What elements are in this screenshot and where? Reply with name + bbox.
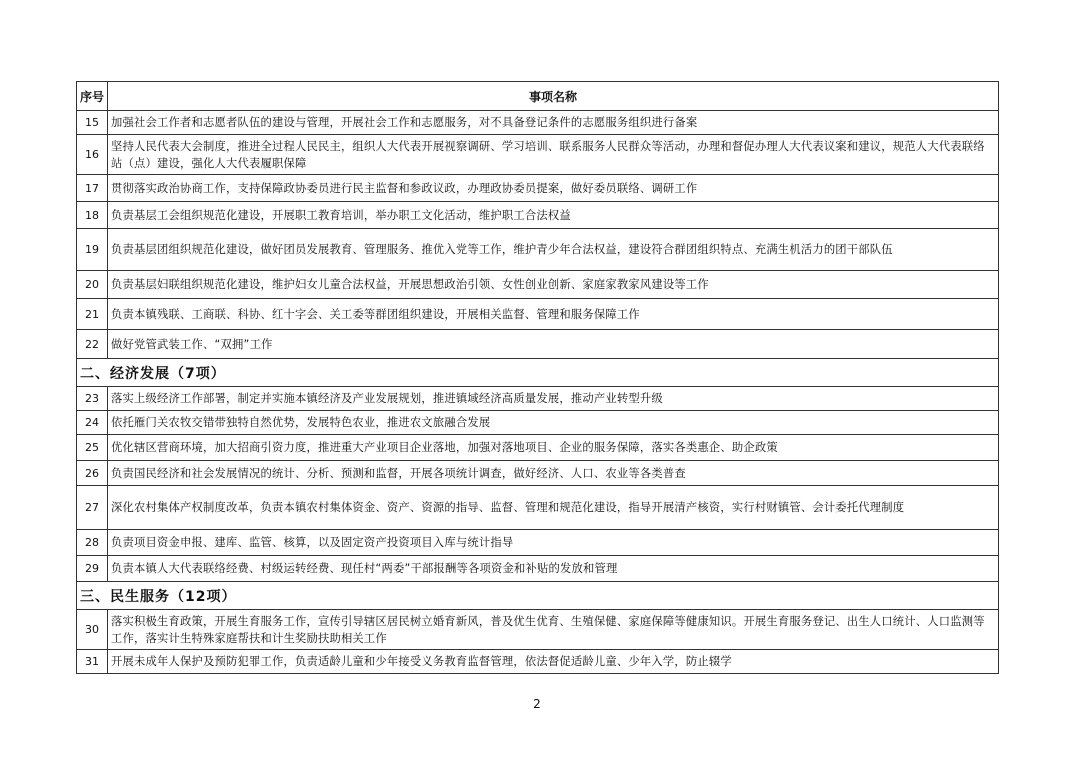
- table-row: [77, 271, 999, 299]
- row-text: 依托雁门关农牧交错带独特自然优势，发展特色农业，推进农文旅融合发展: [108, 411, 999, 435]
- row-number: 21: [77, 299, 108, 330]
- row-number: 24: [77, 411, 108, 435]
- row-text: 负责本镇残联、工商联、科协、红十字会、关工委等群团组织建设，开展相关监督、管理和服务保障工作: [108, 299, 999, 330]
- row-number: 15: [77, 111, 108, 135]
- row-number: 29: [77, 556, 108, 582]
- table-row: [77, 229, 999, 271]
- table-row: [77, 530, 999, 556]
- table-row: [77, 202, 999, 229]
- section-title-livelihood: 三、民生服务（12项）: [77, 582, 999, 610]
- row-text: 落实上级经济工作部署，制定并实施本镇经济及产业发展规划，推进镇域经济高质量发展，推动产业转型升级: [108, 387, 999, 411]
- row-number: 25: [77, 435, 108, 461]
- row-text: 负责项目资金申报、建库、监管、核算，以及固定资产投资项目入库与统计指导: [108, 530, 999, 556]
- table-row: [77, 486, 999, 530]
- row-text: 负责基层妇联组织规范化建设，维护妇女儿童合法权益，开展思想政治引领、女性创业创新、家庭家教家风建设等工作: [108, 271, 999, 299]
- table-row: [77, 299, 999, 330]
- table-row: [77, 556, 999, 582]
- row-number: 27: [77, 486, 108, 530]
- row-text: 负责本镇人大代表联络经费、村级运转经费、现任村“两委”干部报酬等各项资金和补贴的发放和管理: [108, 556, 999, 582]
- header-item-name: 事项名称: [108, 82, 999, 111]
- page-number: 2: [533, 697, 541, 711]
- table-row: [77, 387, 999, 411]
- table-row: [77, 175, 999, 202]
- table-row: [77, 435, 999, 461]
- table-row: [77, 610, 999, 650]
- row-number: 17: [77, 175, 108, 202]
- row-number: 22: [77, 330, 108, 359]
- row-text: 开展未成年人保护及预防犯罪工作，负责适龄儿童和少年接受义务教育监督管理，依法督促适龄儿童、少年入学，防止辍学: [108, 650, 999, 674]
- row-text: 优化辖区营商环境，加大招商引资力度，推进重大产业项目企业落地，加强对落地项目、企业的服务保障，落实各类惠企、助企政策: [108, 435, 999, 461]
- row-text: 贯彻落实政治协商工作，支持保障政协委员进行民主监督和参政议政，办理政协委员提案，做好委员联络、调研工作: [108, 175, 999, 202]
- row-number: 26: [77, 461, 108, 486]
- section-title-economic: 二、经济发展（7项）: [77, 359, 999, 387]
- row-text: 负责基层团组织规范化建设，做好团员发展教育、管理服务、推优入党等工作，维护青少年合法权益，建设符合群团组织特点、充满生机活力的团干部队伍: [108, 229, 999, 271]
- table-row: [77, 135, 999, 175]
- row-text: 负责基层工会组织规范化建设，开展职工教育培训，举办职工文化活动，维护职工合法权益: [108, 202, 999, 229]
- row-number: 30: [77, 610, 108, 650]
- table-row: [77, 650, 999, 674]
- row-text: 落实积极生育政策，开展生育服务工作，宣传引导辖区居民树立婚育新风，普及优生优育、生殖保健、家庭保障等健康知识。开展生育服务登记、出生人口统计、人口监测等工作，落实计生特殊家庭帮扶和计生奖励扶助相关工作: [108, 610, 999, 650]
- row-number: 16: [77, 135, 108, 175]
- table-header-row: [77, 82, 999, 111]
- header-serial-number: 序号: [77, 82, 108, 111]
- section-row: [77, 359, 999, 387]
- table-row: [77, 461, 999, 486]
- row-number: 19: [77, 229, 108, 271]
- table-row: [77, 111, 999, 135]
- row-text: 坚持人民代表大会制度，推进全过程人民民主，组织人大代表开展视察调研、学习培训、联系服务人民群众等活动，办理和督促办理人大代表议案和建议，规范人大代表联络站（点）建设，强化人大代表履职保障: [108, 135, 999, 175]
- section-row: [77, 582, 999, 610]
- row-number: 18: [77, 202, 108, 229]
- row-text: 做好党管武装工作、“双拥”工作: [108, 330, 999, 359]
- row-number: 20: [77, 271, 108, 299]
- row-text: 加强社会工作者和志愿者队伍的建设与管理，开展社会工作和志愿服务，对不具备登记条件的志愿服务组织进行备案: [108, 111, 999, 135]
- table-row: [77, 330, 999, 359]
- affairs-table: [76, 81, 999, 674]
- row-text: 深化农村集体产权制度改革，负责本镇农村集体资金、资产、资源的指导、监督、管理和规范化建设，指导开展清产核资，实行村财镇管、会计委托代理制度: [108, 486, 999, 530]
- row-text: 负责国民经济和社会发展情况的统计、分析、预测和监督，开展各项统计调查，做好经济、人口、农业等各类普查: [108, 461, 999, 486]
- row-number: 31: [77, 650, 108, 674]
- table-row: [77, 411, 999, 435]
- row-number: 28: [77, 530, 108, 556]
- row-number: 23: [77, 387, 108, 411]
